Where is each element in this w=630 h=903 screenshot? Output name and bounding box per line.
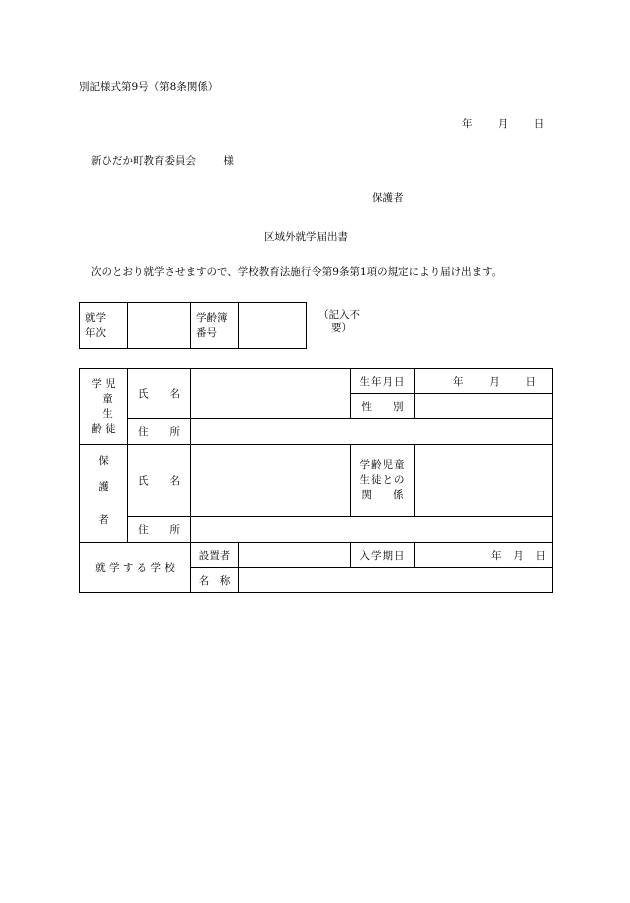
birth-month: 月 xyxy=(489,375,500,388)
register-value-cell[interactable] xyxy=(239,303,307,349)
guardian-label: 保護者 xyxy=(372,192,404,204)
guardian-address-label: 住 所 xyxy=(128,517,191,543)
honorific: 様 xyxy=(223,155,234,167)
guardian-group-line1: 保 xyxy=(98,454,109,467)
student-name-label: 氏 名 xyxy=(128,369,191,419)
entry-day: 日 xyxy=(535,549,546,562)
form-number: 別記様式第9号（第8条関係） xyxy=(79,81,219,93)
student-group-line2: 童 xyxy=(102,392,113,405)
grade-label-cell xyxy=(80,303,128,349)
document-title: 区域外就学届出書 xyxy=(264,231,348,243)
date-year: 年 xyxy=(462,118,473,130)
relation-line1: 学齢児童 xyxy=(359,459,406,471)
birthdate-label: 生年月日 xyxy=(351,369,415,394)
guardian-address-field[interactable] xyxy=(191,517,553,543)
student-address-label: 住 所 xyxy=(128,419,191,445)
grade-label-line2: 年次 xyxy=(85,326,106,339)
sex-field[interactable] xyxy=(415,394,553,419)
birthdate-field[interactable] xyxy=(415,369,553,394)
date-day: 日 xyxy=(533,118,545,130)
grade-value-cell[interactable] xyxy=(128,303,191,349)
relation-line2: 生徒との xyxy=(359,474,406,486)
date-line xyxy=(462,118,544,131)
register-label-line2: 番号 xyxy=(196,326,217,339)
school-label: 就 学 す る 学 校 xyxy=(80,543,191,593)
guardian-name-field[interactable] xyxy=(191,445,351,517)
entry-month: 月 xyxy=(513,549,524,562)
student-group-line4: 齢 徒 xyxy=(91,422,116,435)
entry-date-field[interactable] xyxy=(415,543,553,568)
register-note-line2: 要） xyxy=(331,321,352,334)
grade-label-line1: 就学 xyxy=(85,312,106,325)
student-name-field[interactable] xyxy=(191,369,351,419)
main-form-table xyxy=(79,368,553,593)
guardian-group-line2: 護 xyxy=(98,480,109,493)
school-name-field[interactable] xyxy=(239,568,553,593)
guardian-group-line3: 者 xyxy=(98,513,109,526)
relation-field[interactable] xyxy=(415,445,553,517)
student-address-field[interactable] xyxy=(191,419,553,445)
intro-text: 次のとおり就学させますので、学校教育法施行令第9条第1項の規定により届け出ます。 xyxy=(91,266,503,278)
school-name-label: 名 称 xyxy=(191,568,239,593)
birth-day: 日 xyxy=(525,375,536,388)
relation-line3: 関 係 xyxy=(361,489,404,501)
register-note-line1: （記入不 xyxy=(318,309,360,321)
register-label-cell xyxy=(191,303,239,349)
addressee-line xyxy=(91,155,234,168)
guardian-name-label: 氏 名 xyxy=(128,445,191,517)
founder-label: 設置者 xyxy=(191,543,239,568)
addressee: 新ひだか町教育委員会 xyxy=(91,155,196,167)
student-group-line3: 生 xyxy=(102,407,113,420)
entry-date-label: 入学期日 xyxy=(351,543,415,568)
entry-year: 年 xyxy=(491,549,502,562)
student-group-line1: 学 児 xyxy=(91,377,116,390)
founder-field[interactable] xyxy=(239,543,351,568)
date-month: 月 xyxy=(497,118,509,130)
grade-register-table xyxy=(79,302,307,349)
sex-label: 性 別 xyxy=(351,394,415,419)
student-group-cell xyxy=(80,369,128,445)
relation-label xyxy=(351,445,415,517)
register-label-line1: 学齢簿 xyxy=(196,312,228,325)
register-note xyxy=(318,309,360,334)
guardian-group-cell xyxy=(80,445,128,543)
birth-year: 年 xyxy=(453,375,464,388)
